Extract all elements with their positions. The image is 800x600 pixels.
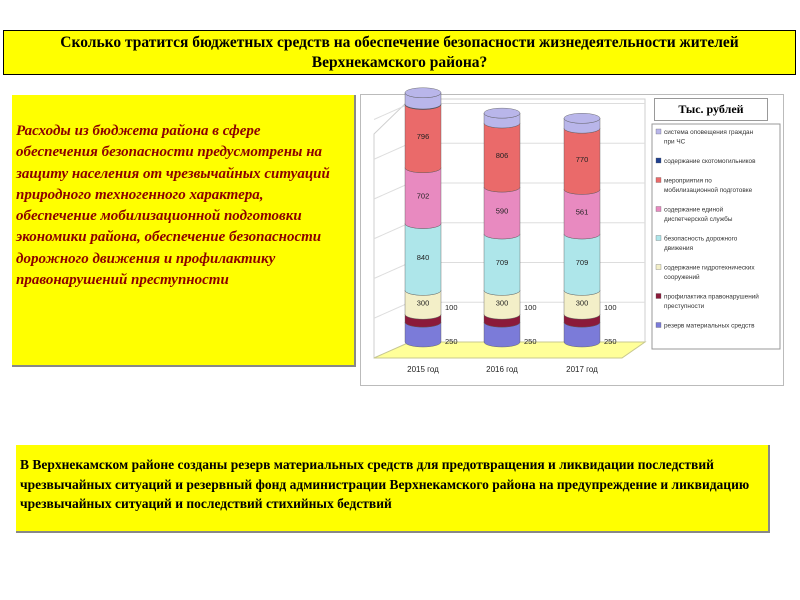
data-label: 100 <box>524 303 537 313</box>
page-title: Сколько тратится бюджетных средств на обеспечение безопасности жизнедеятельности жителей Верхнекамского района? <box>3 30 796 75</box>
legend-label: содержание гидротехнических сооружений <box>664 264 755 281</box>
legend-swatch <box>656 323 661 328</box>
data-label: 840 <box>416 252 430 262</box>
budget-chart <box>360 94 784 386</box>
data-label: 100 <box>604 303 617 313</box>
data-label: 702 <box>416 191 430 201</box>
bar-top <box>405 88 441 98</box>
data-label: 300 <box>495 298 509 308</box>
chart-bars <box>405 88 617 347</box>
reserve-info-panel <box>16 445 770 533</box>
data-label: 796 <box>416 132 430 142</box>
data-label: 250 <box>604 337 617 346</box>
x-tick-label: 2017 год <box>566 365 598 374</box>
legend-label: система оповещения граждан при ЧС <box>664 129 754 146</box>
legend-label: резерв материальных средств <box>664 322 755 330</box>
legend-swatch <box>656 178 661 183</box>
legend-swatch <box>656 265 661 270</box>
chart-x-labels <box>407 365 598 374</box>
legend-swatch <box>656 207 661 212</box>
x-tick-label: 2016 год <box>486 365 518 374</box>
legend-label: содержание единой диспетчерской службы <box>664 206 733 223</box>
legend-label: профилактика правонарушений преступности <box>664 293 759 310</box>
data-label: 709 <box>575 258 589 268</box>
legend-swatch <box>656 236 661 241</box>
data-label: 100 <box>445 303 458 313</box>
legend-swatch <box>656 129 661 134</box>
budget-chart-svg <box>360 94 784 386</box>
data-label: 770 <box>575 154 589 164</box>
data-label: 300 <box>416 298 430 308</box>
units-label: Тыс. рублей <box>654 98 768 121</box>
bar-top <box>484 108 520 118</box>
data-label: 250 <box>445 337 458 346</box>
budget-description-text: Расходы из бюджета района в сфере обеспечения безопасности предусмотрены на защиту населения от чрезвычайных ситуаций природного техногенного характера, обеспечение мобилизационной подготовки экономики района, обеспечение безопасности дорожного движения и профилактику правонарушений преступности <box>16 123 330 289</box>
chart-side-wall <box>374 99 410 358</box>
budget-description-panel <box>12 95 356 367</box>
data-label: 709 <box>495 258 509 268</box>
data-label: 561 <box>575 207 589 217</box>
data-label: 590 <box>495 206 509 216</box>
bar-top <box>564 113 600 123</box>
legend-swatch <box>656 294 661 299</box>
x-tick-label: 2015 год <box>407 365 439 374</box>
legend-label: безопасность дорожного движения <box>664 235 738 252</box>
legend-label: мероприятия по мобилизационной подготовке <box>664 177 753 194</box>
legend-swatch <box>656 158 661 163</box>
reserve-info-text: В Верхнекамском районе созданы резерв материальных средств для предотвращения и ликвидации последствий чрезвычайных ситуаций и резервный фонд администрации Верхнекамского района на предупреждение и ликвидацию чрезвычайных ситуаций и последствий стихийных бедствий <box>20 457 750 511</box>
data-label: 806 <box>495 151 509 161</box>
data-label: 300 <box>575 298 589 308</box>
data-label: 250 <box>524 337 537 346</box>
legend-label: содержание скотомогильников <box>664 158 756 165</box>
